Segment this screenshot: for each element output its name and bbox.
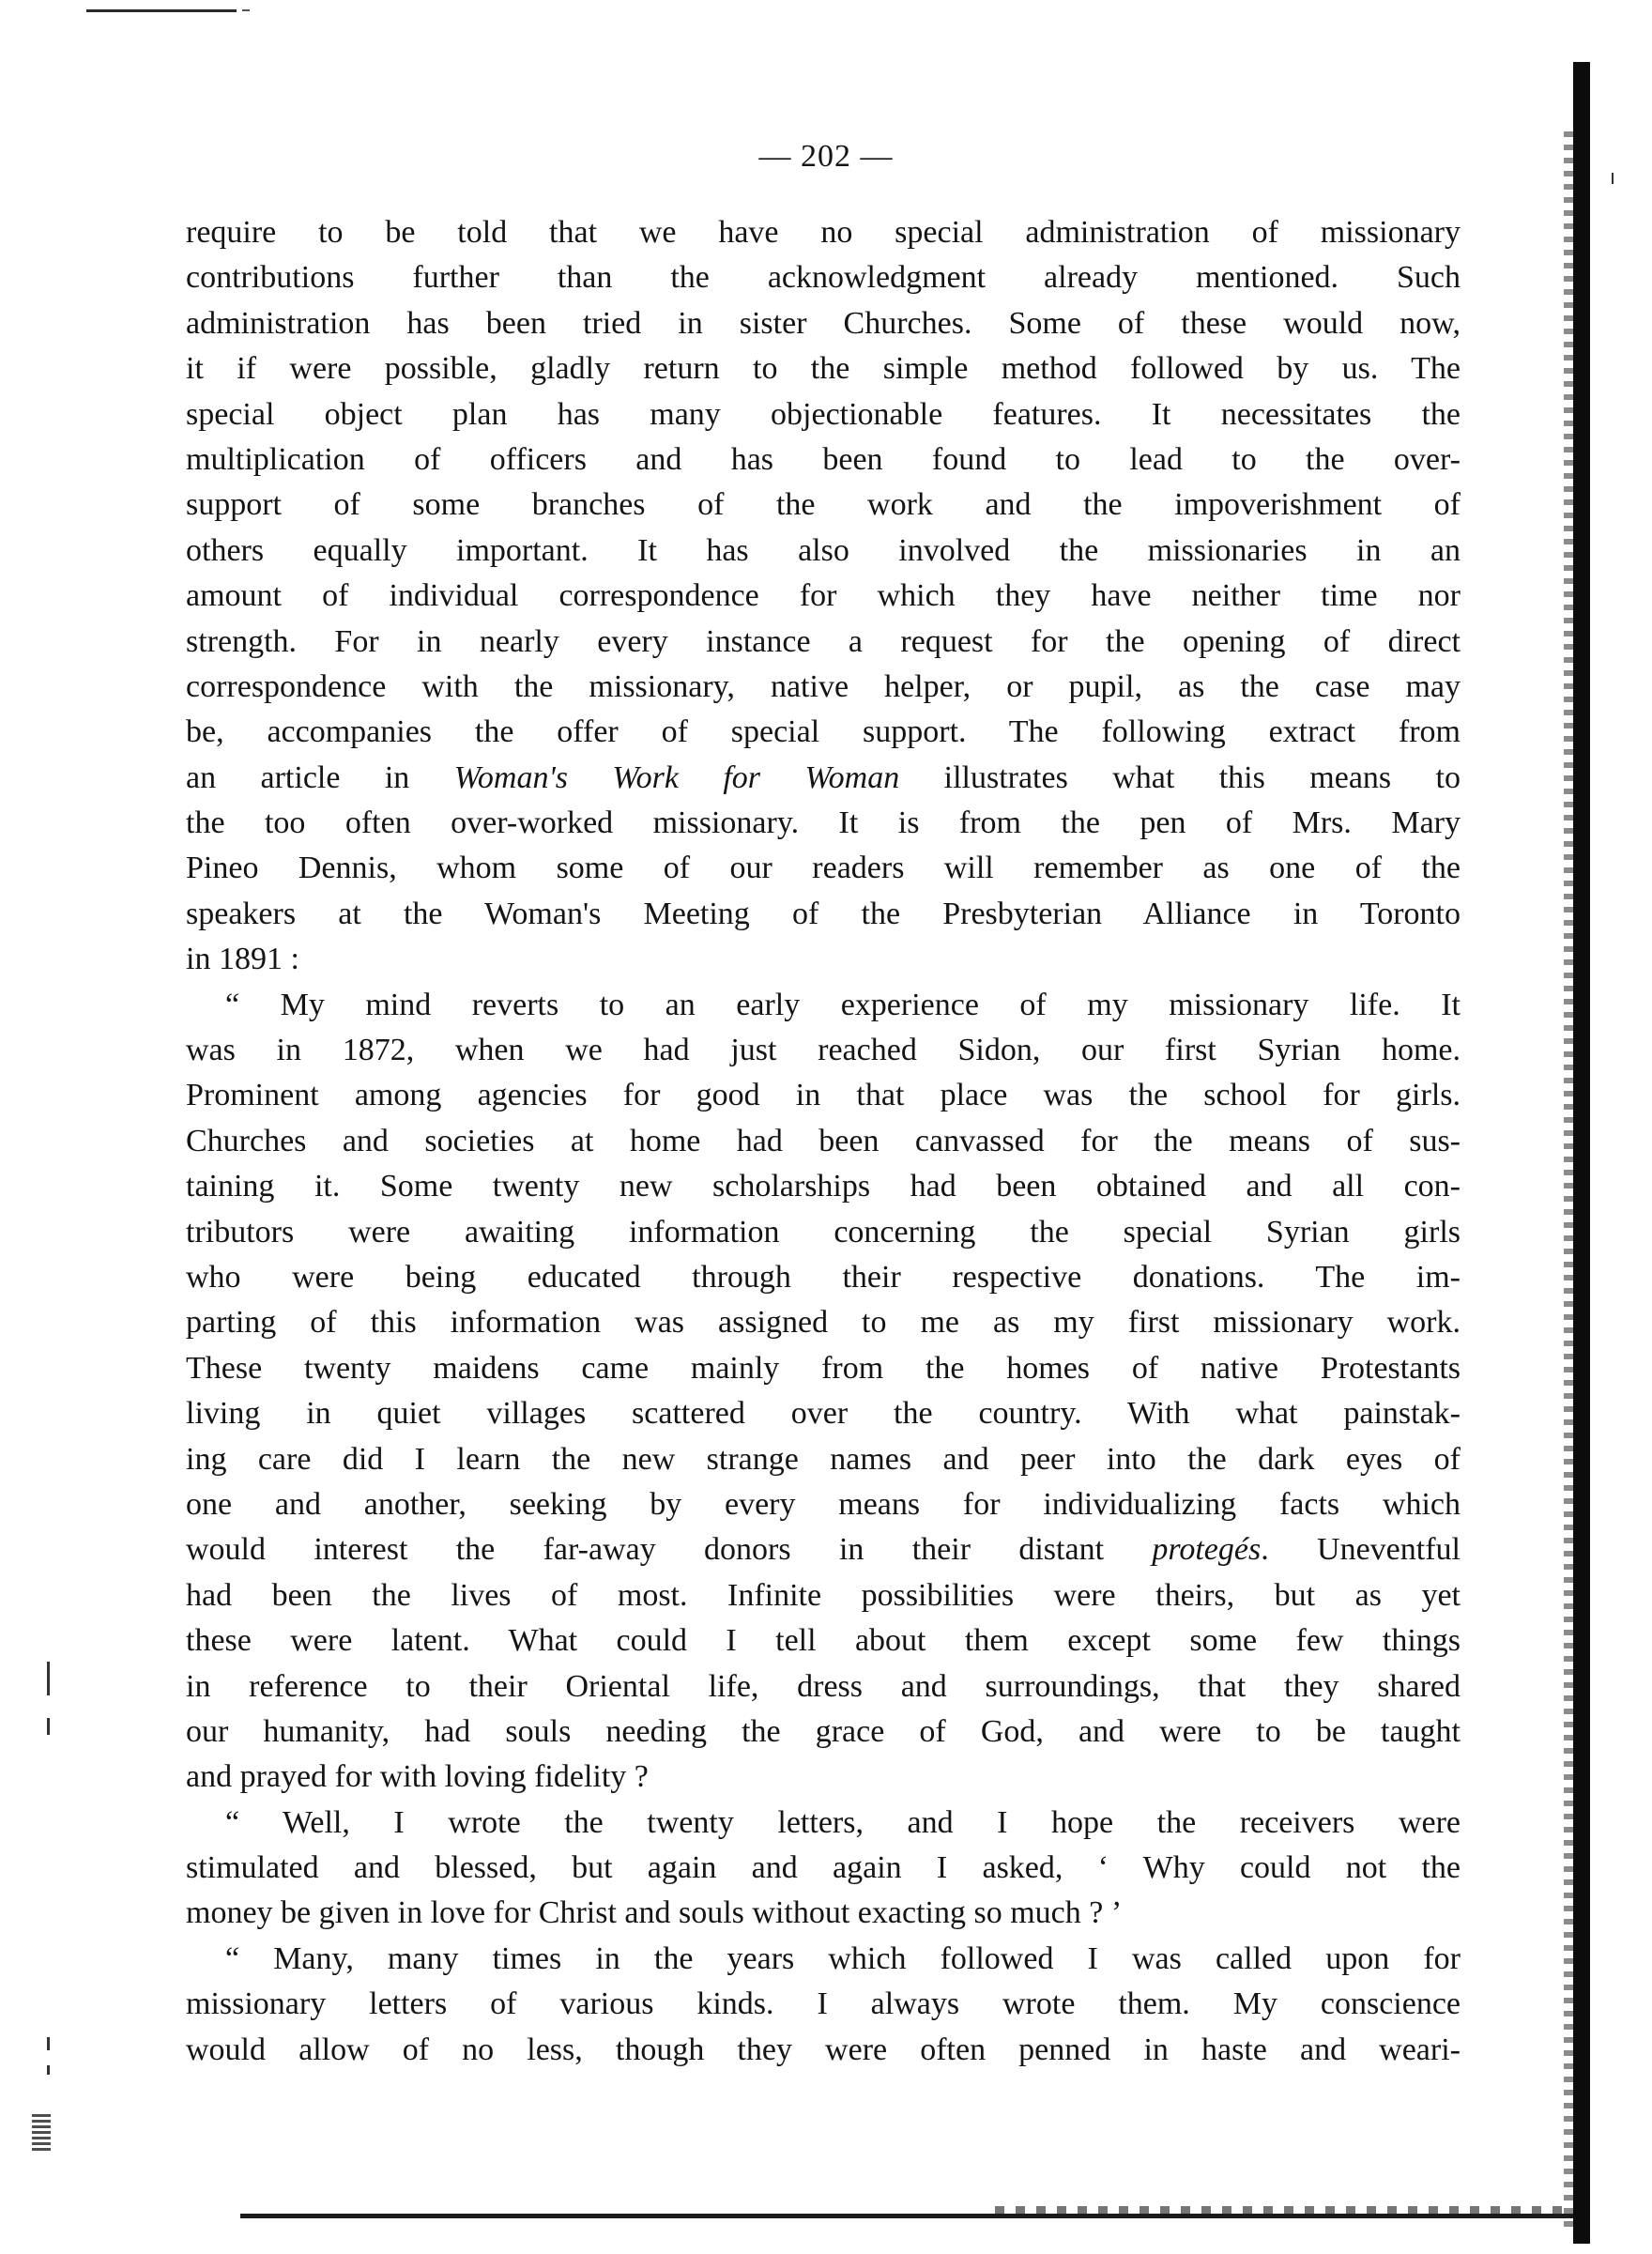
text-line: who were being educated through their respective donations. The im- (186, 1259, 1461, 1295)
top-border-dot (242, 9, 250, 11)
text-line: an article in Woman's Work for Woman illustrates what this means to (186, 759, 1461, 795)
text-line: taining it. Some twenty new scholarships had been obtained and all con- (186, 1169, 1461, 1204)
text-line: Churches and societies at home had been canvassed for the means of sus- (186, 1123, 1461, 1158)
left-margin-mark (47, 2065, 50, 2075)
text-line: Pineo Dennis, whom some of our readers will remember as one of the (186, 851, 1461, 886)
left-margin-mark (47, 1662, 50, 1695)
scan-smudge (32, 2114, 51, 2152)
text-line: these were latent. What could I tell about them except some few things (186, 1623, 1461, 1659)
text-line: multiplication of officers and has been found to lead to the over- (186, 441, 1461, 477)
text-line: would allow of no less, though they were often penned in haste and weari- (186, 2032, 1461, 2067)
page-edge-texture (1564, 131, 1573, 2234)
text-line: it if were possible, gladly return to the simple method followed by us. The (186, 351, 1461, 387)
text-line: “ Well, I wrote the twenty letters, and I hope the receivers were (225, 1804, 1461, 1840)
left-margin-mark (47, 1718, 50, 1735)
text-line: money be given in love for Christ and souls without exacting so much ? ’ (186, 1895, 1123, 1931)
text-line: support of some branches of the work and the impoverishment of (186, 487, 1461, 523)
text-line: was in 1872, when we had just reached Sidon, our first Syrian home. (186, 1033, 1461, 1068)
text-line: in reference to their Oriental life, dress and surroundings, that they shared (186, 1668, 1461, 1704)
text-line: others equally important. It has also involved the missionaries in an (186, 532, 1461, 568)
body-text (186, 210, 1461, 2073)
bottom-border-smudge (995, 2206, 1573, 2214)
text-line: correspondence with the missionary, native helper, or pupil, as the case may (186, 668, 1461, 704)
page-edge-shadow (1573, 62, 1590, 2244)
text-line: “ Many, many times in the years which followed I was called upon for (225, 1940, 1461, 1976)
italic-text: protegés (1152, 1532, 1262, 1568)
text-line: amount of individual correspondence for which they have neither time nor (186, 578, 1461, 614)
text-line: require to be told that we have no special administration of missionary (186, 215, 1461, 250)
text-line: These twenty maidens came mainly from the homes of native Protestants (186, 1350, 1461, 1386)
text-line: special object plan has many objectionable features. It necessitates the (186, 396, 1461, 432)
text-line: contributions further than the acknowledgment already mentioned. Such (186, 260, 1461, 296)
text-line: stimulated and blessed, but again and again I asked, ‘ Why could not the (186, 1850, 1461, 1886)
text-line: parting of this information was assigned to me as my first missionary work. (186, 1305, 1461, 1341)
text-line: ing care did I learn the new strange names and peer into the dark eyes of (186, 1441, 1461, 1477)
text-line: our humanity, had souls needing the grace of God, and were to be taught (186, 1713, 1461, 1749)
bottom-border-rule (240, 2214, 1573, 2218)
text-line: missionary letters of various kinds. I always wrote them. My conscience (186, 1986, 1461, 2022)
text-line: administration has been tried in sister Churches. Some of these would now, (186, 305, 1461, 341)
text-line: speakers at the Woman's Meeting of the Presbyterian Alliance in Toronto (186, 896, 1461, 931)
text-line: Prominent among agencies for good in that place was the school for girls. (186, 1078, 1461, 1113)
text-line: one and another, seeking by every means for individualizing facts which (186, 1486, 1461, 1522)
left-margin-mark (47, 2037, 50, 2050)
text-line: the too often over-worked missionary. It is from the pen of Mrs. Mary (186, 805, 1461, 841)
text-line: be, accompanies the offer of special support. The following extract from (186, 714, 1461, 750)
text-line: would interest the far-away donors in their distant protegés. Uneventful (186, 1532, 1461, 1568)
text-line: “ My mind reverts to an early experience of my missionary life. It (225, 987, 1461, 1022)
italic-text: Woman's Work for Woman (453, 759, 900, 795)
text-line: strength. For in nearly every instance a request for the opening of direct (186, 623, 1461, 659)
text-line: had been the lives of most. Infinite possibilities were theirs, but as yet (186, 1577, 1461, 1613)
top-border-rule (86, 9, 237, 12)
text-line: in 1891 : (186, 942, 299, 977)
text-line: tributors were awaiting information concerning the special Syrian girls (186, 1214, 1461, 1250)
text-line: living in quiet villages scattered over the country. With what painstak- (186, 1396, 1461, 1432)
text-line: and prayed for with loving fidelity ? (186, 1759, 649, 1795)
page-number: — 202 — (758, 139, 894, 174)
